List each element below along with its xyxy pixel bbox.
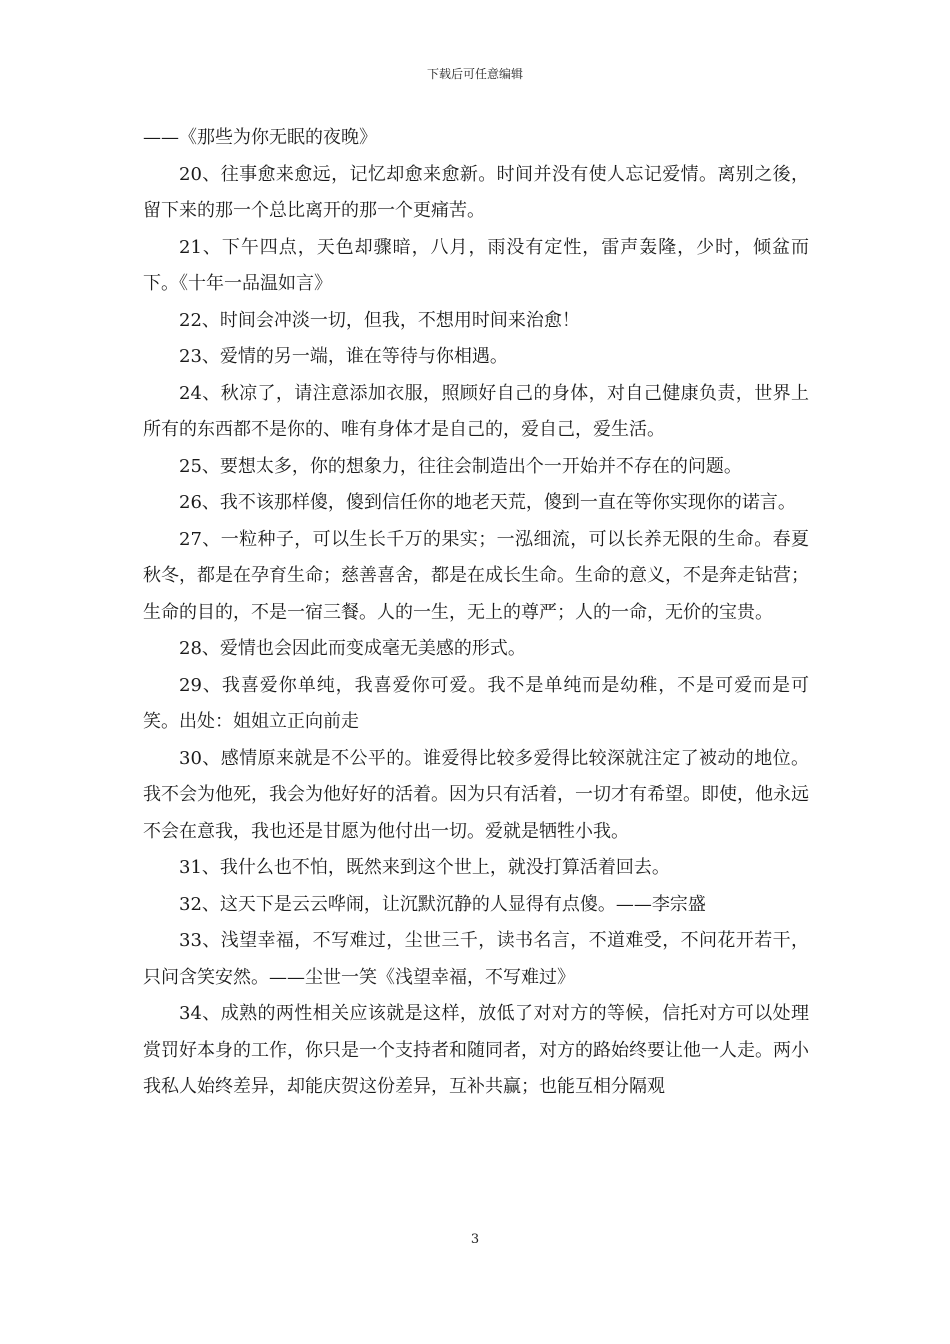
paragraph-attribution: ——《那些为你无眠的夜晚》 bbox=[143, 127, 377, 148]
paragraph-34: 34、成熟的两性相关应该就是这样，放低了对对方的等候，信托对方可以处理赏罚好本身的工作，你只是一个支持者和随同者，对方的路始终要让他一人走。两小我私人始终差异，却能庆贺这份差异，互补共赢；也能互相分隔观 bbox=[143, 1003, 809, 1097]
paragraph-20: 20、往事愈来愈远，记忆却愈来愈新。时间并没有使人忘记爱情。离别之後，留下来的那一个总比离开的那一个更痛苦。 bbox=[143, 163, 809, 221]
page-number: 3 bbox=[470, 1232, 480, 1247]
paragraph-32: 32、这天下是云云哗闹，让沉默沉静的人显得有点傻。——李宗盛 bbox=[179, 893, 706, 915]
paragraph-29: 29、我喜爱你单纯，我喜爱你可爱。我不是单纯而是幼稚，不是可爱而是可笑。出处：姐姐立正向前走 bbox=[143, 674, 809, 732]
page-header: 下载后可任意编辑 bbox=[426, 67, 523, 81]
paragraph-31: 31、我什么也不怕，既然来到这个世上，就没打算活着回去。 bbox=[179, 857, 670, 878]
paragraph-30: 30、感情原来就是不公平的。谁爱得比较多爱得比较深就注定了被动的地位。我不会为他死，我会为他好好的活着。因为只有活着，一切才有希望。即使，他永远不会在意我，我也还是甘愿为他付出一切。爱就是牺牲小我。 bbox=[143, 747, 809, 842]
paragraph-33: 33、浅望幸福，不写难过，尘世三千，读书名言，不道难受，不问花开若干，只问含笑安然。——尘世一笑《浅望幸福，不写难过》 bbox=[143, 930, 809, 988]
paragraph-25: 25、要想太多，你的想象力，往往会制造出个一开始并不存在的问题。 bbox=[179, 455, 742, 477]
paragraph-22: 22、时间会冲淡一切，但我，不想用时间来治愈！ bbox=[179, 309, 580, 331]
paragraph-26: 26、我不该那样傻，傻到信任你的地老天荒，傻到一直在等你实现你的诺言。 bbox=[179, 492, 796, 513]
paragraph-21: 21、下午四点，天色却骤暗，八月，雨没有定性，雷声轰隆，少时，倾盆而下。《十年一品温如言》 bbox=[143, 236, 809, 294]
paragraph-24: 24、秋凉了，请注意添加衣服，照顾好自己的身体，对自己健康负责，世界上所有的东西都不是你的、唯有身体才是自己的，爱自己，爱生活。 bbox=[143, 382, 809, 440]
paragraph-27: 27、一粒种子，可以生长千万的果实；一泓细流，可以长养无限的生命。春夏秋冬，都是在孕育生命；慈善喜舍，都是在成长生命。生命的意义，不是奔走钻营；生命的目的，不是一宿三餐。人的一生，无上的尊严；人的一命，无价的宝贵。 bbox=[143, 528, 809, 623]
paragraph-28: 28、爱情也会因此而变成毫无美感的形式。 bbox=[179, 638, 526, 659]
document-body bbox=[143, 120, 809, 1106]
paragraph-23: 23、爱情的另一端，谁在等待与你相遇。 bbox=[179, 346, 508, 367]
